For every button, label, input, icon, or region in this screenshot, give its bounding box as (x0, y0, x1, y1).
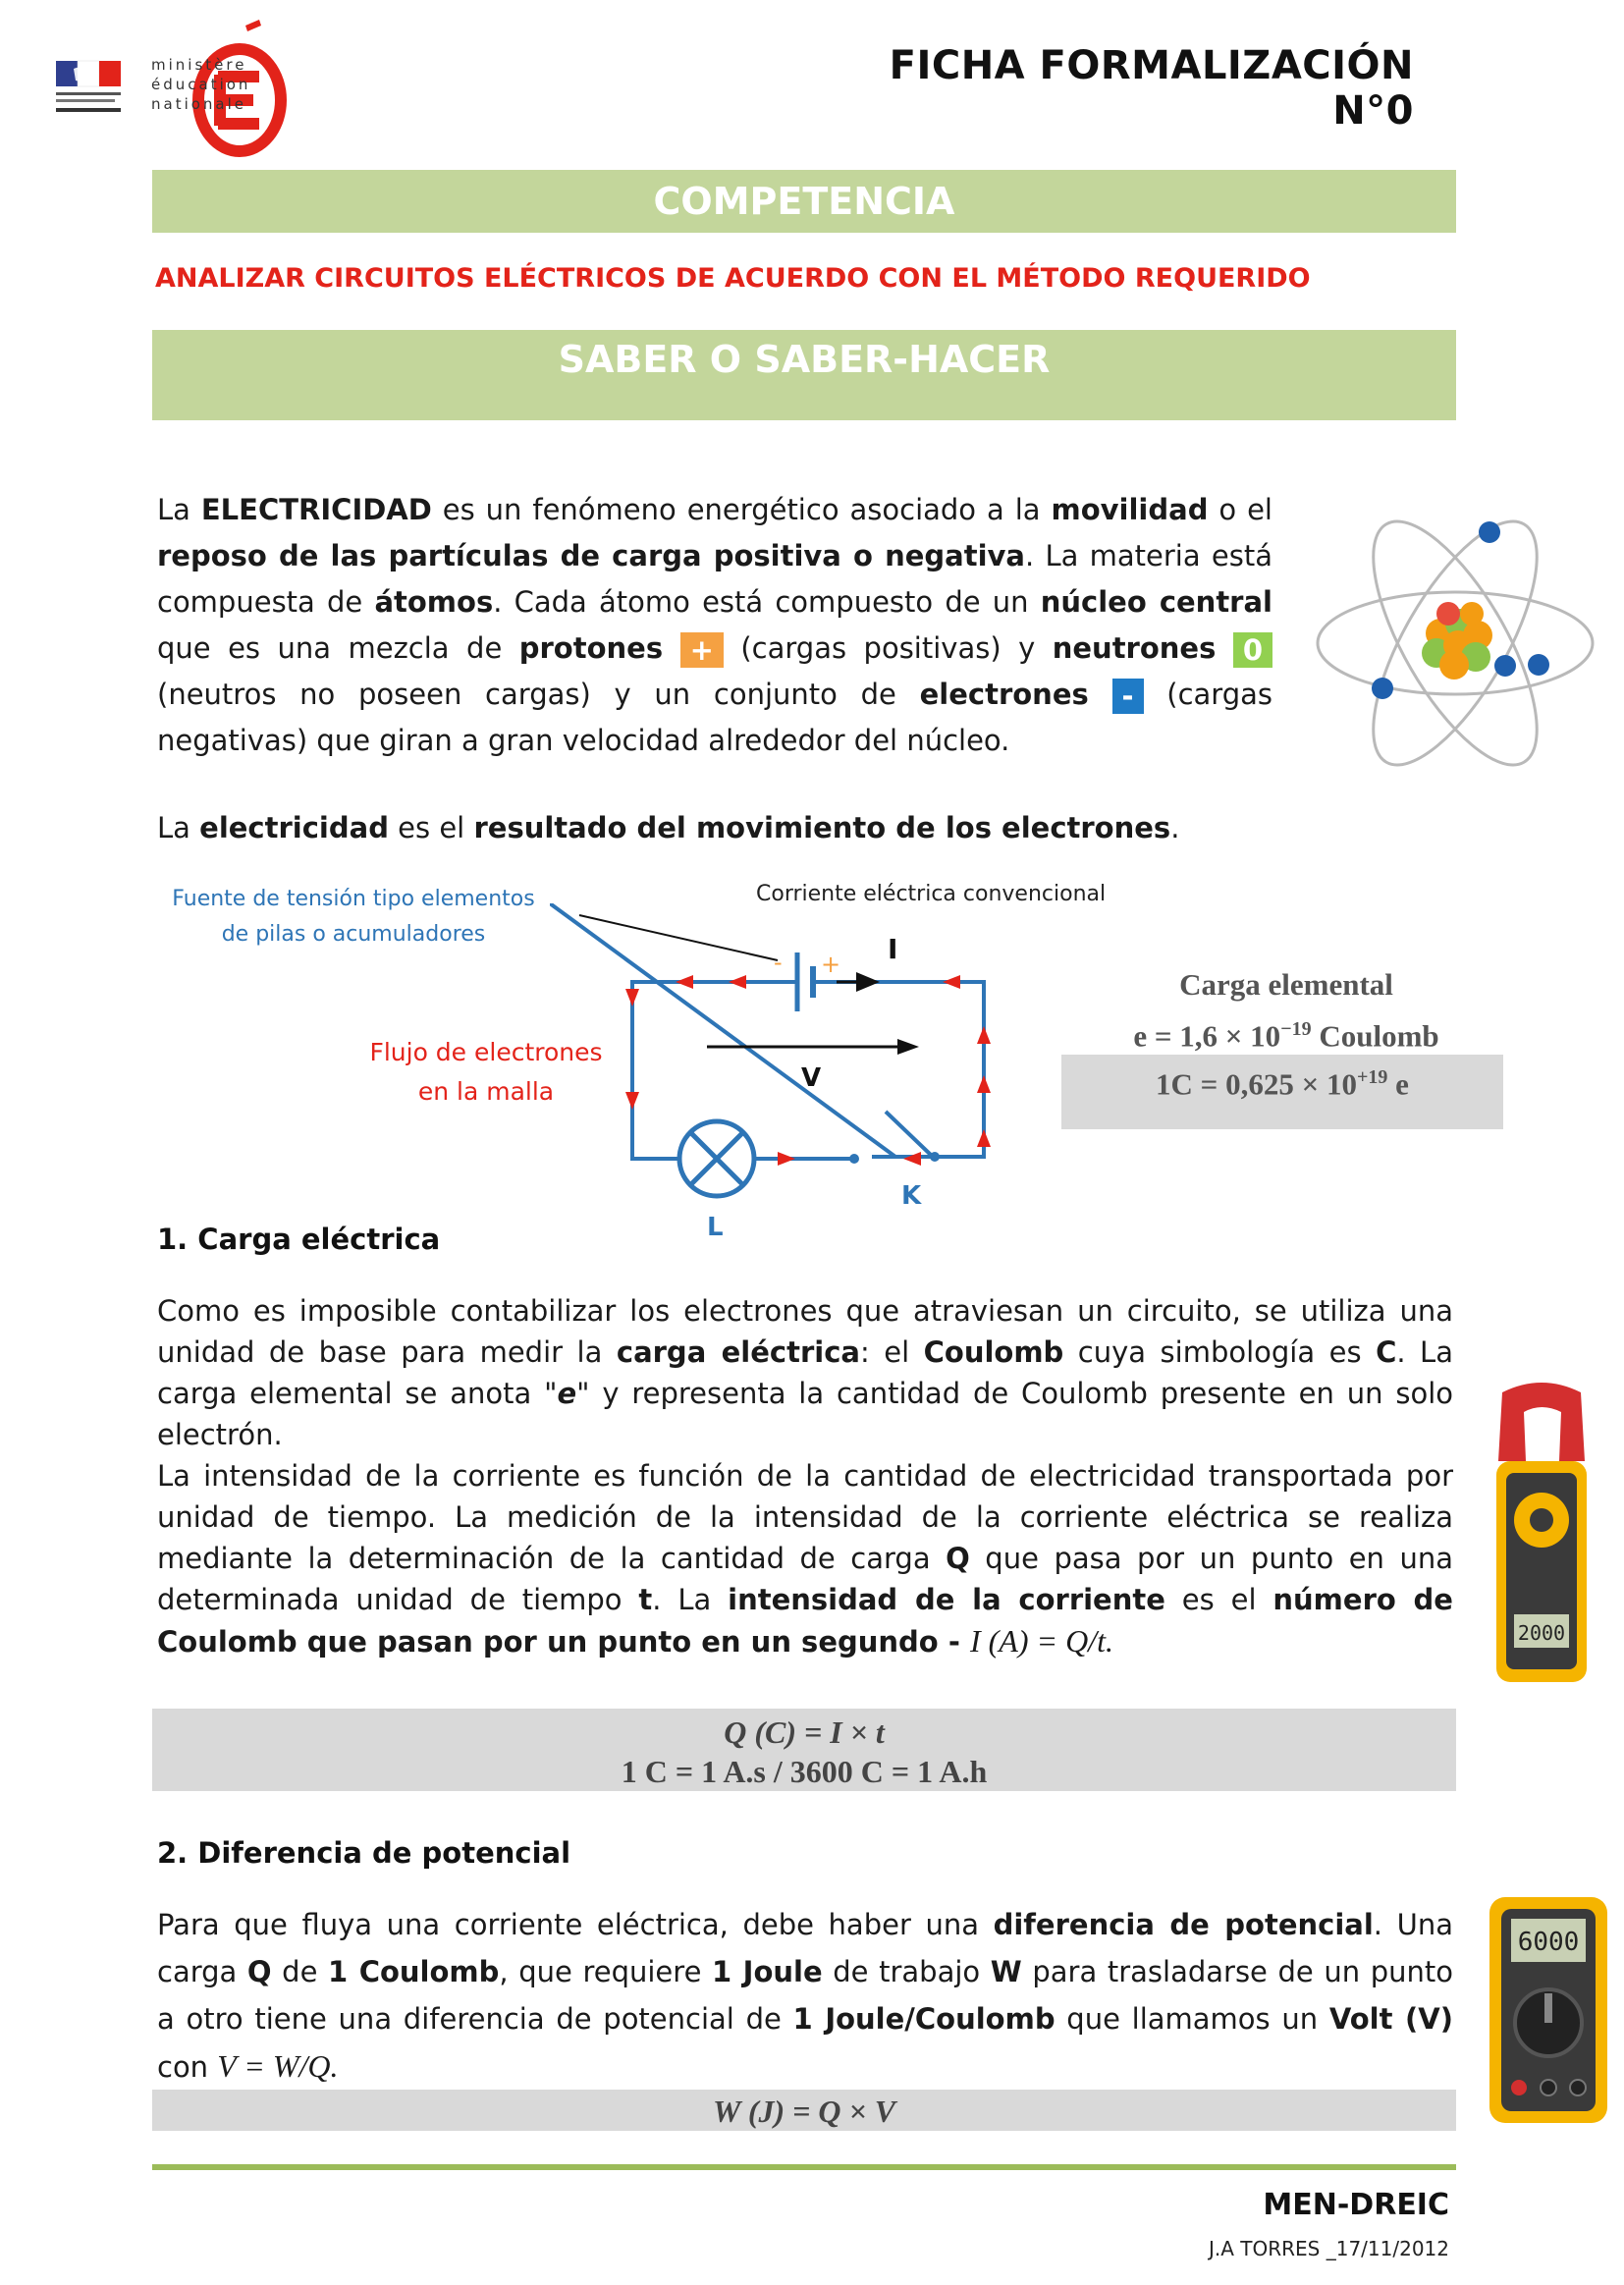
republique-logo (54, 59, 128, 128)
current-label: Corriente eléctrica convencional (756, 882, 1107, 906)
multimeter-display: 6000 (1517, 1928, 1580, 1957)
source-label: Fuente de tensión tipo elementos de pilas o acumuladores (172, 887, 535, 947)
footer-divider (152, 2164, 1456, 2170)
clamp-meter-image (1483, 1383, 1600, 1687)
neutron-chip: 0 (1233, 632, 1272, 668)
switch-k-label: K (901, 1181, 922, 1211)
voltage-formula: V = W/Q. (217, 2048, 339, 2084)
section2-paragraph: Para que fluya una corriente eléctrica, debe haber una diferencia de potencial. Una carga Q de 1 Coulomb, que requiere 1 Joule de trabajo W para trasladarse de un punto a otro tiene una diferencia de potencial de 1 Joule/Coulomb que llamamos un Volt (V) con V = W/Q. (157, 1908, 1454, 2084)
proton-chip: + (680, 632, 724, 668)
electron-flow-label: Flujo de electrones en la malla (369, 1038, 603, 1106)
document-title: FICHA FORMALIZACIÓN N°0 (889, 43, 1414, 134)
intensity-formula: I (A) = Q/t. (969, 1623, 1113, 1659)
footer-organization: MEN-DREIC (1263, 2188, 1449, 2222)
charge-formula-box (152, 1709, 1456, 1791)
section1-heading: 1. Carga eléctrica (157, 1223, 441, 1256)
multimeter-image (1488, 1895, 1610, 2126)
section1-paragraph2: La intensidad de la corriente es función de la cantidad de electricidad transportada por unidad de tiempo. La medición de la intensidad de la corriente eléctrica se realiza mediante la determinación de la cantidad de carga Q que pasa por un punto en una determinada unidad de tiempo t. La intensidad de la corriente es el número de Coulomb que pasan por un punto en un segundo - I (A) = Q/t. (157, 1459, 1453, 1659)
clamp-meter-display: 2000 (1517, 1621, 1566, 1645)
section1-paragraph1: Como es imposible contabilizar los electrones que atraviesan un circuito, se utiliza una unidad de base para medir la carga eléctrica: el Coulomb cuya simbología es C. La carga elemental se anota "e" y representa la cantidad de Coulomb presente en un solo electrón. (157, 1294, 1453, 1451)
circuit-diagram (550, 903, 1021, 1247)
atom-illustration (1311, 496, 1600, 786)
battery-minus: - (774, 949, 783, 976)
electron-chip: - (1112, 679, 1144, 714)
work-formula-box (152, 2090, 1456, 2131)
section2-heading: 2. Diferencia de potencial (157, 1836, 571, 1870)
saber-label: SABER O SABER-HACER (558, 338, 1051, 381)
charge-elemental-title: Carga elemental (1179, 967, 1393, 1002)
charge-formula-line2: 1 C = 1 A.s / 3600 C = 1 A.h (621, 1754, 988, 1789)
current-i-label: I (888, 933, 898, 965)
charge-elemental-eq1: $e = 1,6 \times 10^{-19}$ Coulomb (1133, 1018, 1439, 1054)
footer-author-date: J.A TORRES _17/11/2012 (1208, 2237, 1449, 2260)
lamp-l-label: L (707, 1213, 724, 1242)
competencia-label: COMPETENCIA (653, 180, 955, 223)
saber-bar (152, 330, 1456, 420)
competencia-bar (152, 170, 1456, 233)
charge-formula-line1: Q (C) = I × t (724, 1714, 885, 1750)
charge-elemental-eq2: $1C = 0,625 \times 10^{+19}$ e (1156, 1066, 1409, 1102)
result-sentence: La electricidad es el resultado del movimiento de los electrones. (157, 811, 1180, 844)
ministere-logo-text: ministère éducation nationale (151, 56, 251, 113)
competencia-text: ANALIZAR CIRCUITOS ELÉCTRICOS DE ACUERDO CON EL MÉTODO REQUERIDO (155, 263, 1311, 294)
intro-paragraph: La ELECTRICIDAD es un fenómeno energético asociado a la movilidad o el reposo de las partículas de carga positiva o negativa. La materia está compuesta de átomos. Cada átomo está compuesto de un núcleo central que es una mezcla de protones + (cargas positivas) y neutrones 0 (neutros no poseen cargas) y un conjunto de electrones - (cargas negativas) que giran a gran velocidad alrededor del núcleo. (157, 493, 1273, 757)
voltage-v-label: V (801, 1063, 822, 1093)
battery-plus: + (821, 951, 841, 978)
work-formula: W (J) = Q × V (712, 2094, 896, 2129)
